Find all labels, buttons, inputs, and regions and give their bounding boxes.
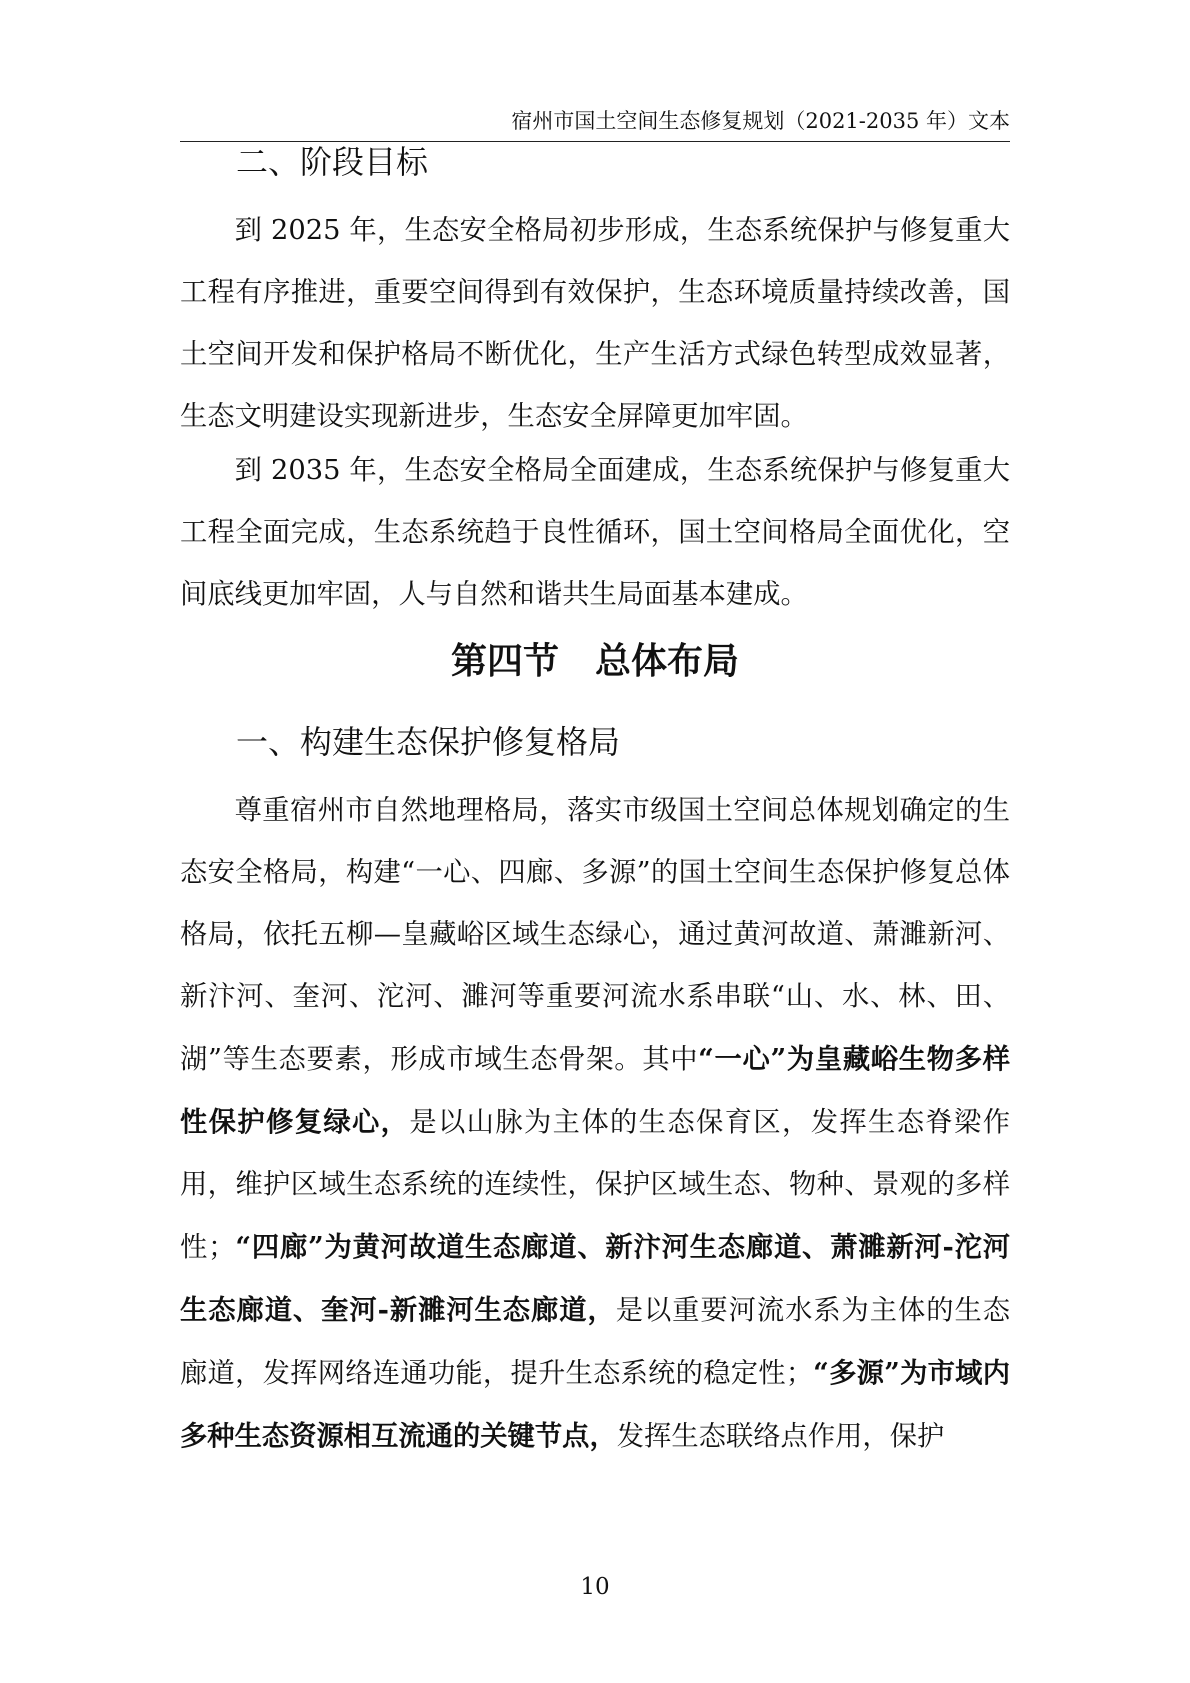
paragraph-goal-2035: 到 2035 年，生态安全格局全面建成，生态系统保护与修复重大工程全面完成，生态系统趋于良性循环，国土空间格局全面优化，空间底线更加牢固，人与自然和谐共生局面基本建成。 (180, 455, 1010, 610)
bold-text-multi-sources: “多源”为市域内多种生态资源相互流通的关键节点， (180, 1357, 1010, 1452)
paragraph-text: 是以重要河流水系为主体的生态廊道，发挥网络连通功能，提升生态系统的稳定性； (180, 1295, 1011, 1389)
paragraph-text: 尊重宿州市自然地理格局，落实市级国土空间总体规划确定的生态安全格局，构建“一心、四廊、多源”的国土空间生态保护修复总体格局，依托五柳—皇藏峪区域生态绿心，通过黄河故道、萧濉新河、新汴河、奎河、沱河、濉河等重要河流水系串联“山、水、林、田、湖”等生态要素，形成市域生态骨架。其中 (180, 795, 1010, 1075)
heading-stage-goals: 二、阶段目标 (236, 143, 429, 181)
paragraph-goal-2025: 到 2025 年，生态安全格局初步形成，生态系统保护与修复重大工程有序推进，重要空间得到有效保护，生态环境质量持续改善，国土空间开发和保护格局不断优化，生产生活方式绿色转型成效显著，生态文明建设实现新进步，生态安全屏障更加牢固。 (180, 215, 1010, 432)
paragraph-text: 发挥生态联络点作用，保护 (616, 1421, 945, 1452)
heading-ecological-pattern: 一、构建生态保护修复格局 (236, 723, 621, 761)
bold-text-four-corridors: “四廊”为黄河故道生态廊道、新汴河生态廊道、萧濉新河-沱河生态廊道、奎河-新濉河生态廊道， (180, 1231, 1010, 1326)
running-header: 宿州市国土空间生态修复规划（2021-2035 年）文本 (511, 109, 1010, 133)
section-title-overall-layout: 第四节 总体布局 (450, 641, 739, 682)
bold-text-one-core: “一心”为皇藏峪生物多样性保护修复绿心， (180, 1043, 1010, 1138)
paragraph-ecological-pattern (180, 780, 1010, 1468)
page-number: 10 (580, 1574, 610, 1600)
paragraph-text: 是以山脉为主体的生态保育区，发挥生态脊梁作用，维护区域生态系统的连续性，保护区域生态、物种、景观的多样性； (180, 1107, 1010, 1263)
